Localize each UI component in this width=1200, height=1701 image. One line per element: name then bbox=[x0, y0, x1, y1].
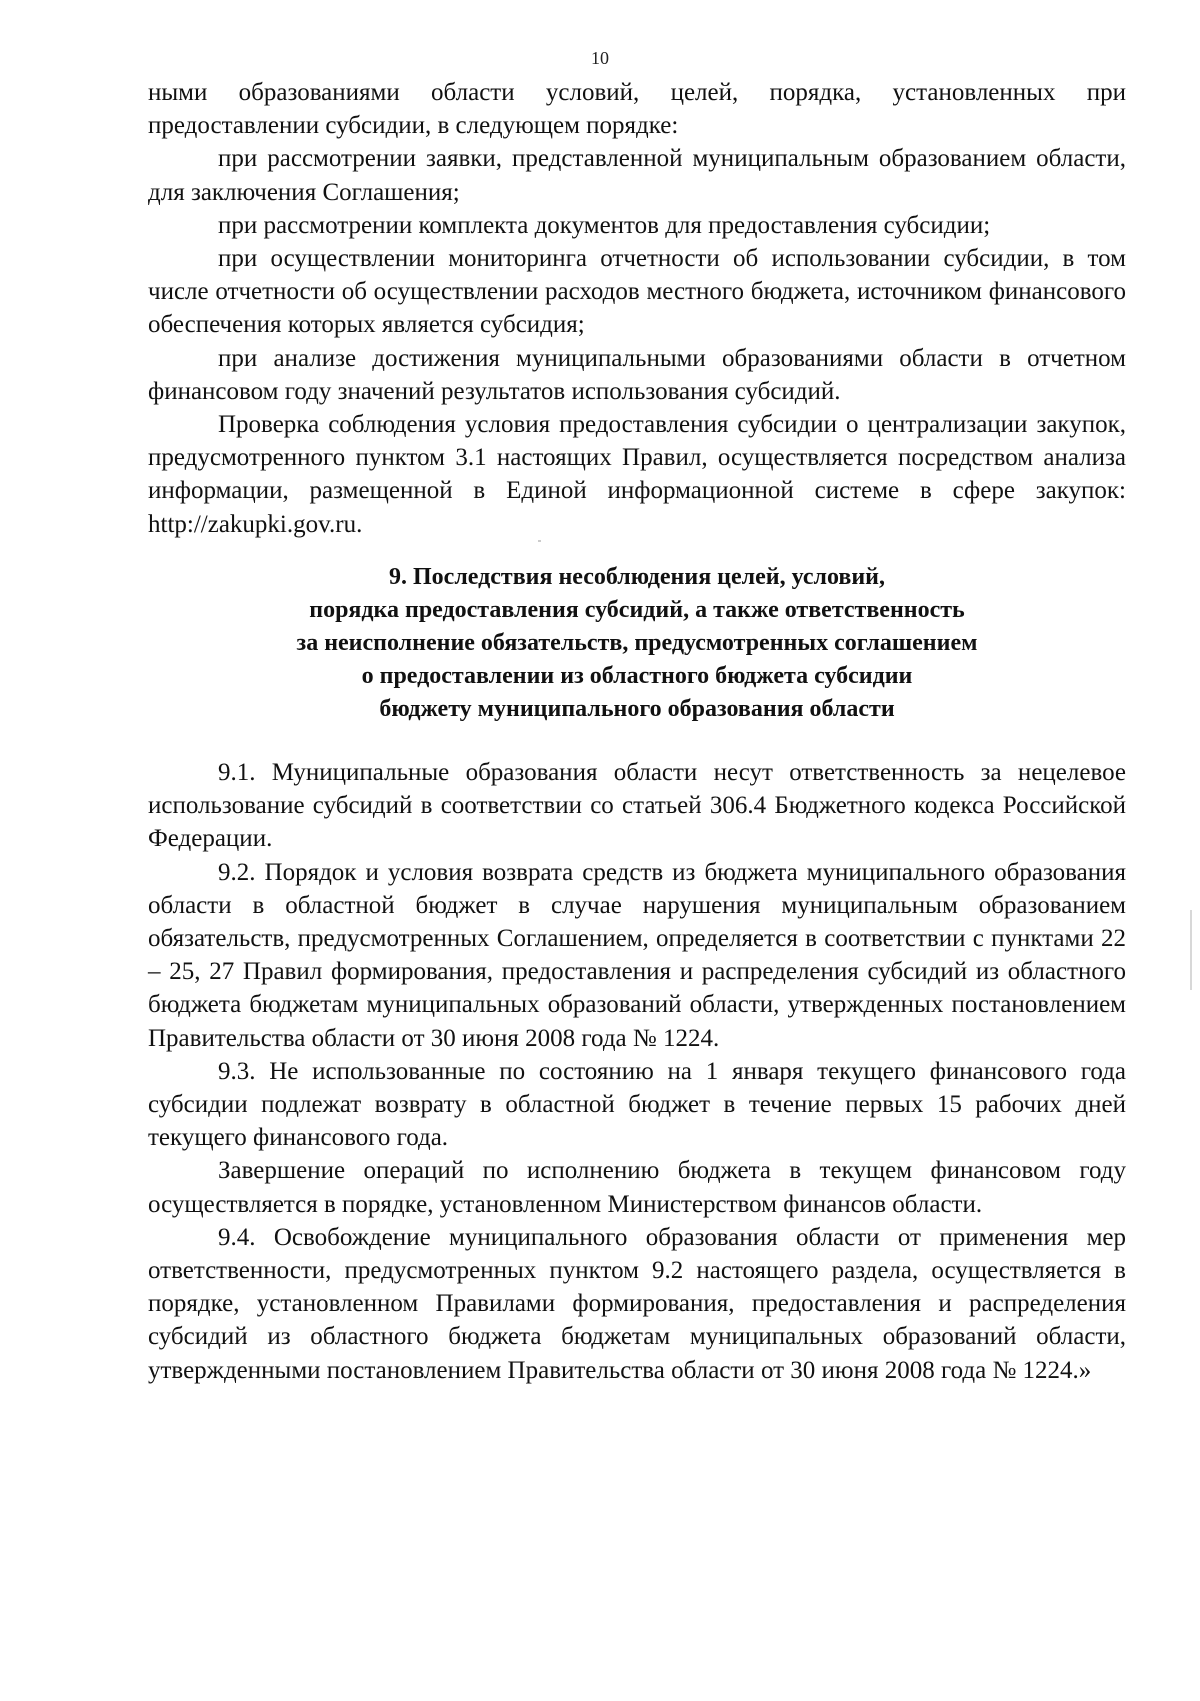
paragraph: Проверка соблюдения условия предоставления субсидии о централизации закупок, предусмотренного пунктом 3.1 настоящих Правил, осуществляется посредством анализа информации, размещенной в Единой информационной системе в сфере закупок: http://zakupki.gov.ru. bbox=[148, 411, 1126, 538]
paragraph: 9.1. Муниципальные образования области несут ответственность за нецелевое использование субсидий в соответствии со статьей 306.4 Бюджетного кодекса Российской Федерации. bbox=[148, 759, 1126, 853]
paragraph: Завершение операций по исполнению бюджета в текущем финансовом году осуществляется в порядке, установленном Министерством финансов области. bbox=[148, 1157, 1126, 1218]
paragraph: 9.3. Не использованные по состоянию на 1 января текущего финансового года субсидии подлежат возврату в областной бюджет в течение первых 15 рабочих дней текущего финансового года. bbox=[148, 1057, 1126, 1152]
paragraph: при рассмотрении заявки, представленной муниципальным образованием области, для заключения Соглашения; bbox=[148, 145, 1126, 206]
paragraph: при осуществлении мониторинга отчетности об использовании субсидии, в том числе отчетности об осуществлении расходов местного бюджета, источником финансового обеспечения которых является субсидия; bbox=[148, 245, 1126, 339]
section-heading bbox=[148, 561, 1126, 726]
heading-line: бюджету муниципального образования области bbox=[379, 696, 895, 722]
page-number: 10 bbox=[591, 48, 609, 68]
paragraph: ными образованиями области условий, целей, порядка, установленных при предоставлении субсидии, в следующем порядке: bbox=[148, 79, 1126, 140]
heading-line: порядка предоставления субсидий, а также ответственность bbox=[309, 597, 965, 623]
heading-line: о предоставлении из областного бюджета субсидии bbox=[361, 663, 913, 689]
paragraph: при рассмотрении комплекта документов для предоставления субсидии; bbox=[218, 211, 991, 239]
paragraph: 9.4. Освобождение муниципального образования области от применения мер ответственности, предусмотренных пунктом 9.2 настоящего раздела, осуществляется в порядке, установленном Правилами формирования, предоставления и распределения субсидий из областного бюджета бюджетам муниципальных образований области, утвержденными постановлением Правительства области от 30 июня 2008 года № 1224.» bbox=[148, 1223, 1126, 1384]
top-text-block bbox=[148, 76, 1126, 541]
paragraph: при анализе достижения муниципальными образованиями области в отчетном финансовом году значений результатов использования субсидий. bbox=[148, 344, 1126, 405]
scan-artifact bbox=[538, 540, 541, 542]
scan-margin-mark bbox=[1190, 910, 1192, 990]
paragraph: 9.2. Порядок и условия возврата средств из бюджета муниципального образования области в областной бюджет в случае нарушения муниципальным образованием обязательств, предусмотренных Соглашением, определяется в соответствии с пунктами 22 – 25, 27 Правил формирования, предоставления и распределения субсидий из областного бюджета бюджетам муниципальных образований области, утвержденных постановлением Правительства области от 30 июня 2008 года № 1224. bbox=[148, 858, 1126, 1052]
heading-line: 9. Последствия несоблюдения целей, условий, bbox=[389, 564, 885, 590]
section-text-block bbox=[148, 756, 1126, 1387]
heading-line: за неисполнение обязательств, предусмотренных соглашением bbox=[296, 630, 978, 656]
